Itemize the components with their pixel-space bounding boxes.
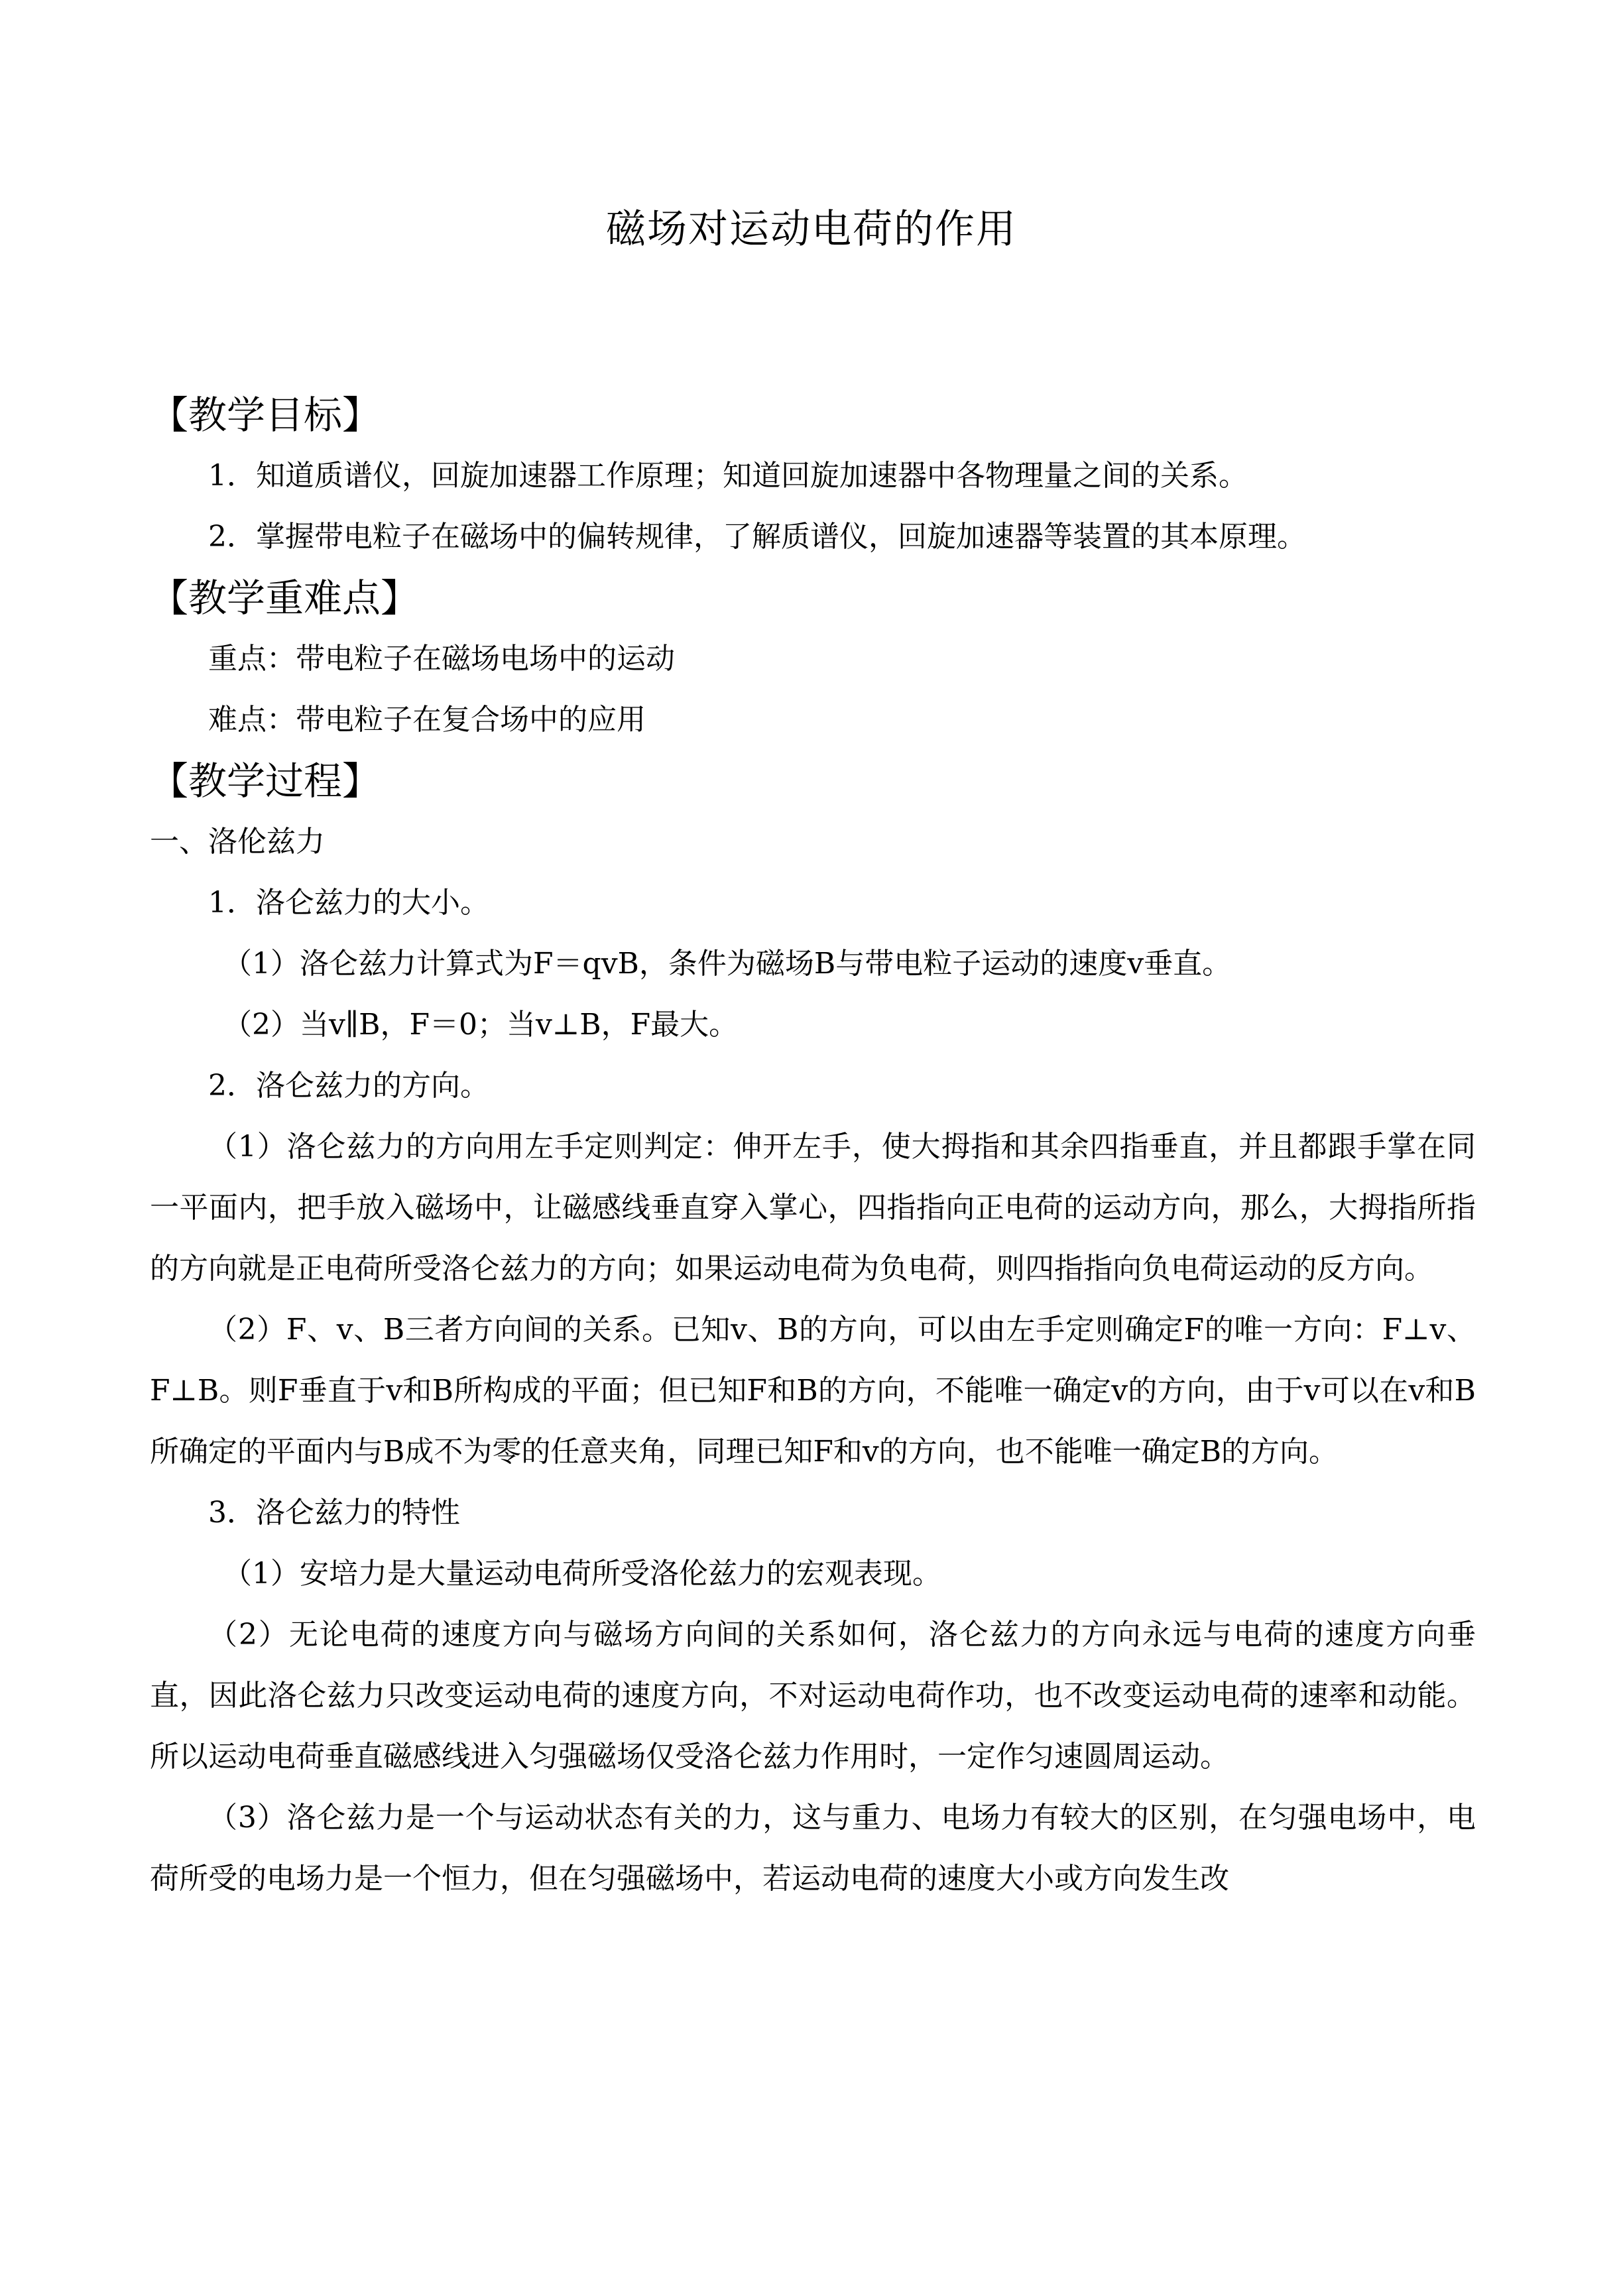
paragraph: （2）无论电荷的速度方向与磁场方向间的关系如何，洛仑兹力的方向永远与电荷的速度方向垂直，因此洛仑兹力只改变运动电荷的速度方向，不对运动电荷作功，也不改变运动电荷的速率和动能。所以运动电荷垂直磁感线进入匀强磁场仅受洛仑兹力作用时，一定作匀速圆周运动。 [150, 1618, 1476, 1774]
objective-item: 1．知道质谱仪，回旋加速器工作原理；知道回旋加速器中各物理量之间的关系。 [208, 459, 1248, 493]
paragraph: （3）洛仑兹力是一个与运动状态有关的力，这与重力、电场力有较大的区别，在匀强电场中，电荷所受的电场力是一个恒力，但在匀强磁场中，若运动电荷的速度大小或方向发生改 [150, 1801, 1476, 1896]
document-body [150, 385, 1476, 1909]
keypoint-item: 难点：带电粒子在复合场中的应用 [208, 703, 646, 737]
paragraph: （1）洛仑兹力的方向用左手定则判定：伸开左手，使大拇指和其余四指垂直，并且都跟手掌在同一平面内，把手放入磁场中，让磁感线垂直穿入掌心，四指指向正电荷的运动方向，那么，大拇指所指的方向就是正电荷所受洛仑兹力的方向；如果运动电荷为负电荷，则四指指向负电荷运动的反方向。 [150, 1130, 1476, 1286]
part-title: 一、洛伦兹力 [150, 825, 325, 859]
keypoints-heading: 【教学重难点】 [150, 575, 420, 621]
objectives-heading: 【教学目标】 [150, 393, 381, 438]
paragraph: （2）当v∥B，F＝0；当v⊥B，F最大。 [223, 1008, 739, 1042]
keypoint-item: 重点：带电粒子在磁场电场中的运动 [208, 642, 675, 676]
paragraph: （1）洛仑兹力计算式为F＝qvB，条件为磁场B与带电粒子运动的速度v垂直。 [223, 947, 1232, 981]
process-heading: 【教学过程】 [150, 758, 381, 804]
subsection-title: 2．洛仑兹力的方向。 [208, 1069, 489, 1103]
subsection-title: 1．洛仑兹力的大小。 [208, 886, 489, 920]
subsection-title: 3．洛仑兹力的特性 [208, 1496, 460, 1530]
objective-item: 2．掌握带电粒子在磁场中的偏转规律，了解质谱仪，回旋加速器等装置的其本原理。 [208, 520, 1306, 554]
paragraph: （2）F、v、B三者方向间的关系。已知v、B的方向，可以由左手定则确定F的唯一方向：F⊥v、F⊥B。则F垂直于v和B所构成的平面；但已知F和B的方向，不能唯一确定v的方向，由于v可以在v和B所确定的平面内与B成不为零的任意夹角，同理已知F和v的方向，也不能唯一确定B的方向。 [150, 1313, 1476, 1469]
paragraph: （1）安培力是大量运动电荷所受洛伦兹力的宏观表现。 [223, 1557, 941, 1591]
document-title: 磁场对运动电荷的作用 [606, 206, 1017, 253]
